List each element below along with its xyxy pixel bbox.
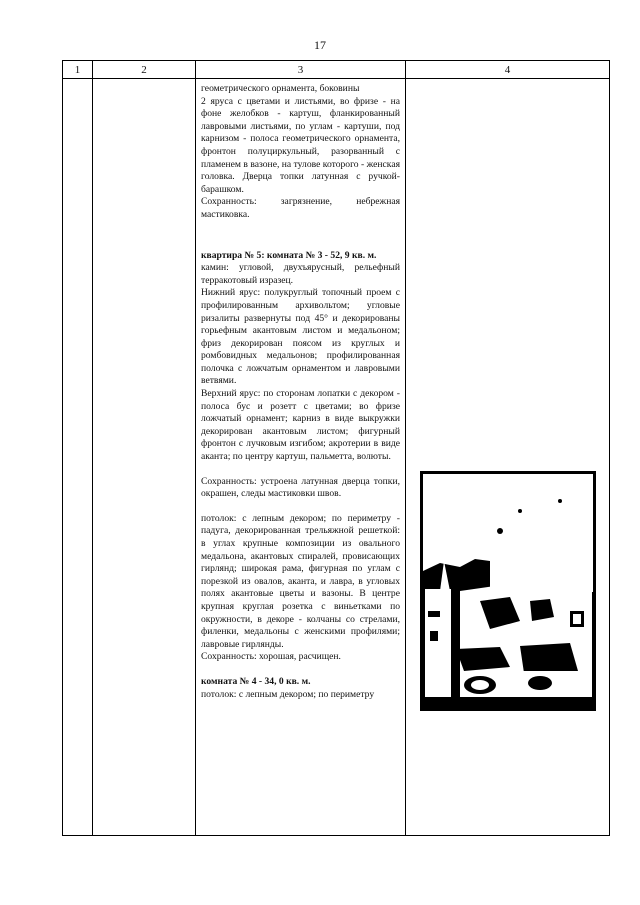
column-header-2: 2 — [93, 61, 196, 79]
column-header-3: 3 — [196, 61, 406, 79]
page-number: 17 — [314, 38, 326, 52]
description-paragraph: Нижний ярус: полукруглый топочный проем с профилированным архивольтом; угловые ризалиты развернуты под 45° и декорированы горьефным акантовым листом и медальоном; фриз декорирован поясом из круглых и ромбовидных медальонов; профилированная полочка с ложчатым орнаментом и лавровыми ветвями. — [201, 287, 400, 387]
description-text — [196, 79, 405, 701]
preservation-note: Сохранность: хорошая, расчищен. — [201, 651, 341, 663]
inventory-table — [62, 60, 610, 836]
cell-col-1 — [63, 79, 93, 836]
preservation-note: Сохранность: загрязнение, небрежная мастиковка. — [201, 196, 400, 220]
apartment-heading: квартира № 5: комната № 3 - 52, 9 кв. м. — [201, 249, 377, 261]
column-header-1: 1 — [63, 61, 93, 79]
cell-col-4 — [406, 79, 610, 836]
room-heading: комната № 4 - 34, 0 кв. м. — [201, 675, 311, 687]
cell-col-2 — [93, 79, 196, 836]
table-row — [63, 79, 610, 836]
description-paragraph: потолок: с лепным декором; по периметру - падуга, декорированная трельяжной решеткой: в углах крупные композиции из овального медальона, акантовых спиралей, провисающих гирлянд; широкая рама, фигурная по углам с порезкой из овалов, аканта, и лавра, в угловых полях акантовые цветы и вазоны. В центре крупная круглая розетка с виньетками по окружности, в декоре - колчаны со стрелами, филенки, медальоны с женскими профилями; лавровые гирлянды. — [201, 512, 400, 650]
description-paragraph: геометрического орнамента, боковины — [201, 83, 360, 94]
table-header-row — [63, 61, 610, 79]
preservation-note: Сохранность: устроена латунная дверца топки, окрашен, следы мастиковки швов. — [201, 475, 400, 500]
column-header-4: 4 — [406, 61, 610, 79]
description-paragraph: камин: угловой, двухъярусный, рельефный терракотовый изразец. — [201, 262, 400, 286]
fireplace-photo — [420, 471, 596, 711]
description-paragraph: 2 яруса с цветами и листьями, во фризе - на фоне желобков - картуш, фланкированный лавровыми листьями, по углам - картуши, под карнизом - полоса геометрического орнамента, фронтон полуциркульный, разорванный с пламенем в вазоне, на тулове которого - женская головка. Дверца топки латунная с ручкой-барашком. — [201, 95, 400, 195]
description-paragraph: потолок: с лепным декором; по периметру — [201, 688, 375, 700]
description-paragraph: Верхний ярус: по сторонам лопатки с декором - полоса бус и розетт с цветами; во фризе ложчатый орнамент; карниз в виде выкружки декорирован акантовым листом; фигурный фронтон с лучковым изгибом; акротерии в виде аканта; по центру картуш, пальметта, волюты. — [201, 388, 400, 463]
cell-col-3 — [196, 79, 406, 836]
